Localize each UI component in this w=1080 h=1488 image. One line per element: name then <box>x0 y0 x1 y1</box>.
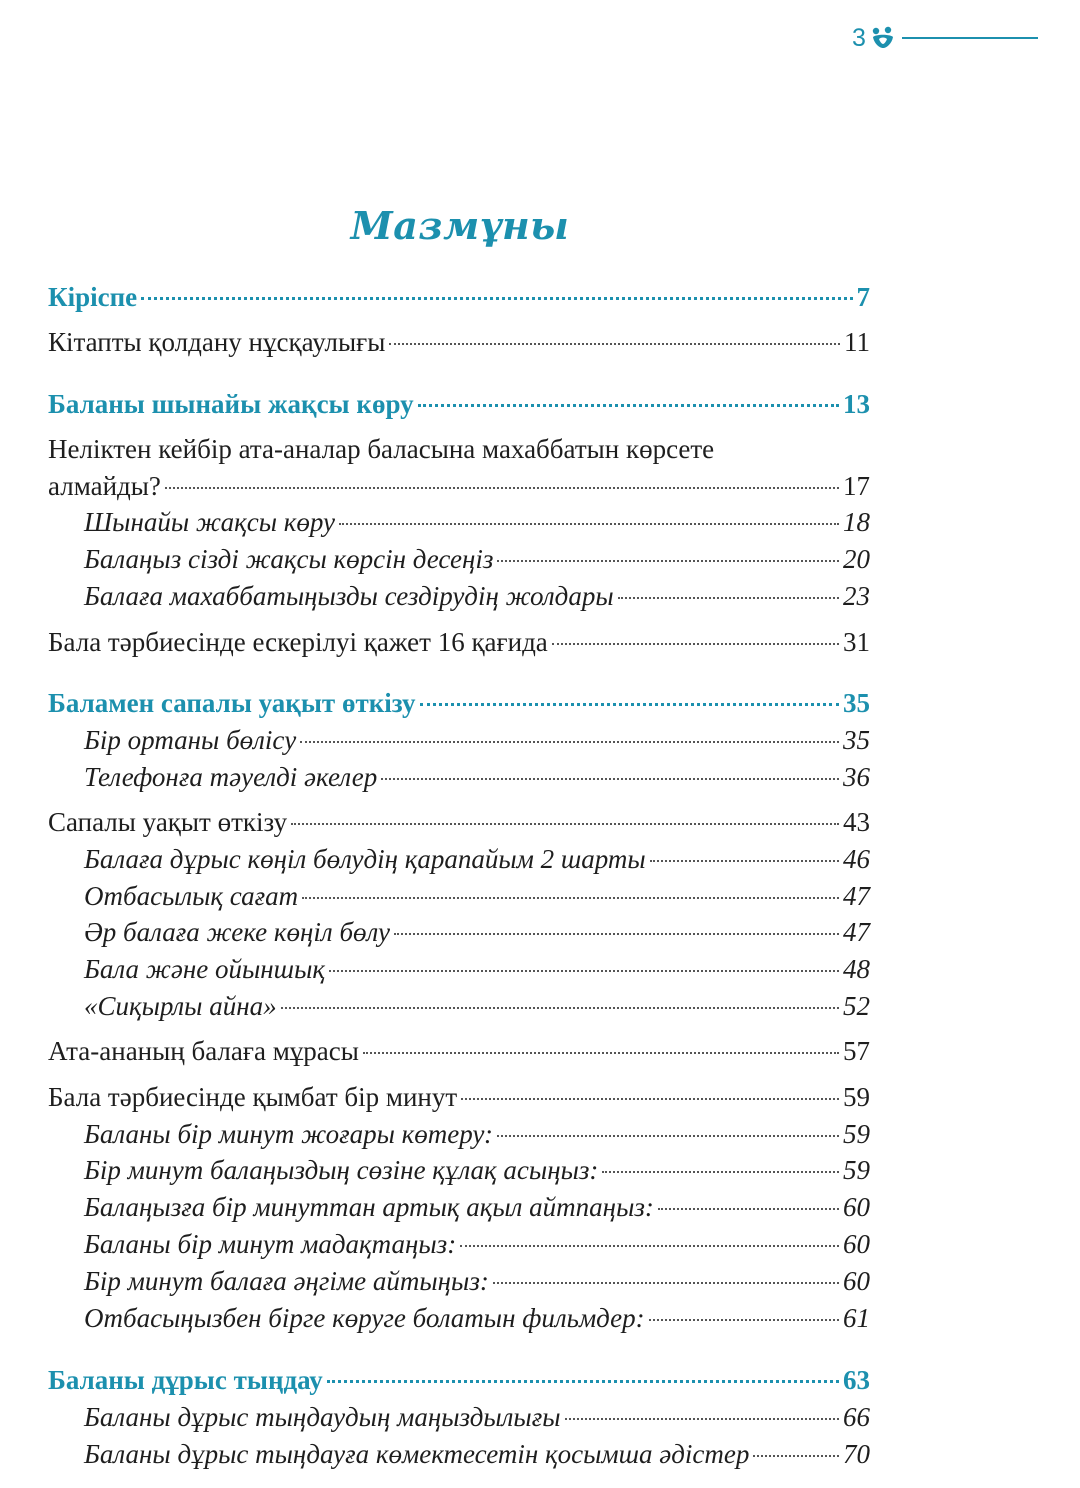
toc-entry[interactable]: Бала тәрбиесінде қымбат бір минут 59 <box>48 1082 870 1112</box>
toc-section-entry[interactable]: Баланы дұрыс тыңдау 63 <box>48 1365 870 1395</box>
toc-subentry[interactable]: Шынайы жақсы көру 18 <box>84 507 870 537</box>
toc-subentry[interactable]: Баланы бір минут жоғары көтеру: 59 <box>84 1119 870 1149</box>
toc-section-entry[interactable]: Баланы шынайы жақсы көру 13 <box>48 389 870 419</box>
toc-subentry[interactable]: Бір ортаны бөлісу 35 <box>84 725 870 755</box>
toc-section-entry[interactable]: Кіріспе 7 <box>48 282 870 312</box>
page-title: Мазмұны <box>350 203 570 248</box>
toc-subentry[interactable]: Отбасылық сағат 47 <box>84 881 870 911</box>
toc-subentry[interactable]: Баланы дұрыс тыңдаудың маңыздылығы 66 <box>84 1402 870 1432</box>
toc-subentry[interactable]: Балаңызға бір минуттан артық ақыл айтпаңыз: 60 <box>84 1192 870 1222</box>
toc-subentry[interactable]: Балаңыз сізді жақсы көрсін десеңіз 20 <box>84 544 870 574</box>
toc-subentry[interactable]: Баланы бір минут мадақтаңыз: 60 <box>84 1229 870 1259</box>
toc-subentry[interactable]: Баланы дұрыс тыңдауға көмектесетін қосымша әдістер 70 <box>84 1439 870 1469</box>
toc-subentry[interactable]: Балаға дұрыс көңіл бөлудің қарапайым 2 шарты 46 <box>84 844 870 874</box>
toc-subentry[interactable]: Телефонға тәуелді әкелер 36 <box>84 762 870 792</box>
toc-entry[interactable]: Бала тәрбиесінде ескерілуі қажет 16 қағида 31 <box>48 627 870 657</box>
toc-subentry[interactable]: «Сиқырлы айна» 52 <box>84 991 870 1021</box>
toc-subentry[interactable]: Әр балаға жеке көңіл бөлу 47 <box>84 917 870 947</box>
toc-entry[interactable]: Ата-ананың балаға мұрасы 57 <box>48 1036 870 1066</box>
toc-subentry[interactable]: Бір минут балаға әңгіме айтыңыз: 60 <box>84 1266 870 1296</box>
toc-entry-first-line: Неліктен кейбір ата-аналар баласына махаббатын көрсете <box>48 434 715 464</box>
toc-section-entry[interactable]: Баламен сапалы уақыт өткізу 35 <box>48 688 870 718</box>
page-number: 3 <box>852 23 866 52</box>
toc-subentry[interactable]: Балаға махаббатыңызды сездірудің жолдары 23 <box>84 581 870 611</box>
toc-subentry[interactable]: Бала және ойыншық 48 <box>84 954 870 984</box>
toc-entry[interactable]: Сапалы уақыт өткізу 43 <box>48 807 870 837</box>
toc-subentry[interactable]: Бір минут балаңыздың сөзіне құлақ асыңыз: 59 <box>84 1155 870 1185</box>
toc-subentry[interactable]: Отбасыңызбен бірге көруге болатын фильмдер: 61 <box>84 1303 870 1333</box>
toc-entry[interactable]: Кітапты қолдану нұсқаулығы 11 <box>48 327 870 357</box>
toc-entry[interactable]: алмайды? 17 <box>48 471 870 501</box>
